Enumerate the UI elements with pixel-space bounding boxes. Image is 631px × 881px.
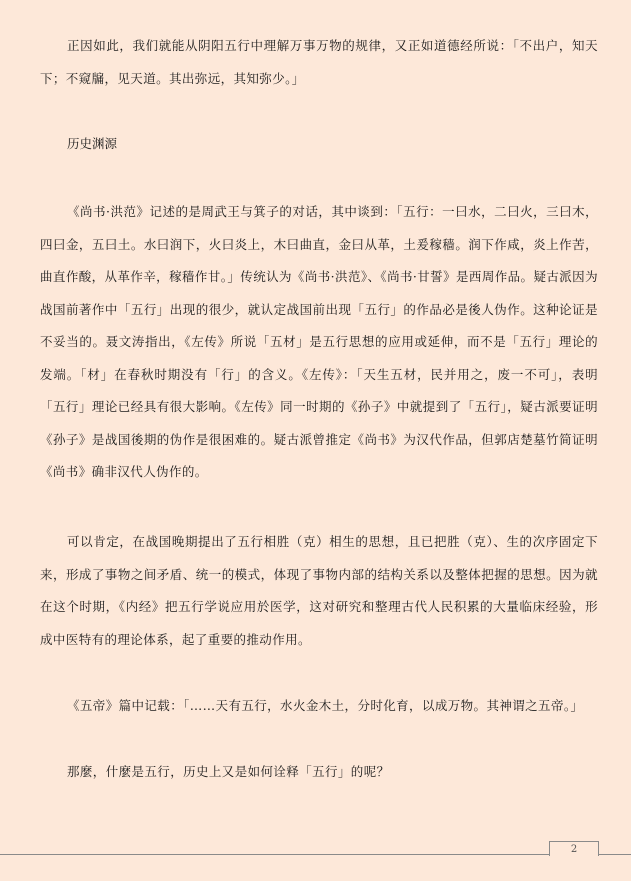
- paragraph-warring-states: 可以肯定，在战国晚期提出了五行相胜（克）相生的思想，且已把胜（克）、生的次序固定下来，形成了事物之间矛盾、统一的模式，体现了事物内部的结构关系以及整体把握的思想。因为就在这个时期，《内经》把五行学说应用於医学，这对研究和整理古代人民积累的大量临床经验，形成中医特有的理论体系，起了重要的推动作用。: [40, 534, 598, 647]
- paragraph-wudi: 《五帝》篇中记载：「……天有五行，水火金木土，分时化育，以成万物。其神谓之五帝。」: [67, 698, 584, 713]
- paragraph-question: 那麼，什麼是五行，历史上又是如何诠释「五行」的呢？: [67, 764, 390, 779]
- footer-divider: [0, 854, 631, 855]
- paragraph-history: 《尚书·洪范》记述的是周武王与箕子的对话，其中谈到：「五行：一曰水，二曰火，三曰木，四曰金，五曰土。水曰润下，火曰炎上，木曰曲直，金曰从革，土爰稼穑。润下作咸，炎上作苦，曲直作酸，从革作辛，稼穑作甘。」传统认为《尚书·洪范》、《尚书·甘誓》是西周作品。疑古派因为战国前著作中「五行」出现的很少，就认定战国前出现「五行」的作品必是後人伪作。这种论证是不妥当的。聂文涛指出，《左传》所说「五材」是五行思想的应用或延伸，而不是「五行」理论的发端。「材」在春秋时期没有「行」的含义。《左传》：「天生五材，民并用之，废一不可」，表明「五行」理论已经具有很大影响。《左传》同一时期的《孙子》中就提到了「五行」，疑古派要证明《孙子》是战国後期的伪作是很困难的。疑古派曾推定《尚书》为汉代作品，但郭店楚墓竹简证明《尚书》确非汉代人伪作的。: [40, 204, 598, 479]
- paragraph-intro: 正因如此，我们就能从阴阳五行中理解万事万物的规律，又正如道德经所说：「不出户，知天下；不窥牖，见天道。其出弥远，其知弥少。」: [40, 38, 598, 86]
- section-heading: 历史渊源: [67, 136, 118, 151]
- page-number: 2: [549, 841, 599, 856]
